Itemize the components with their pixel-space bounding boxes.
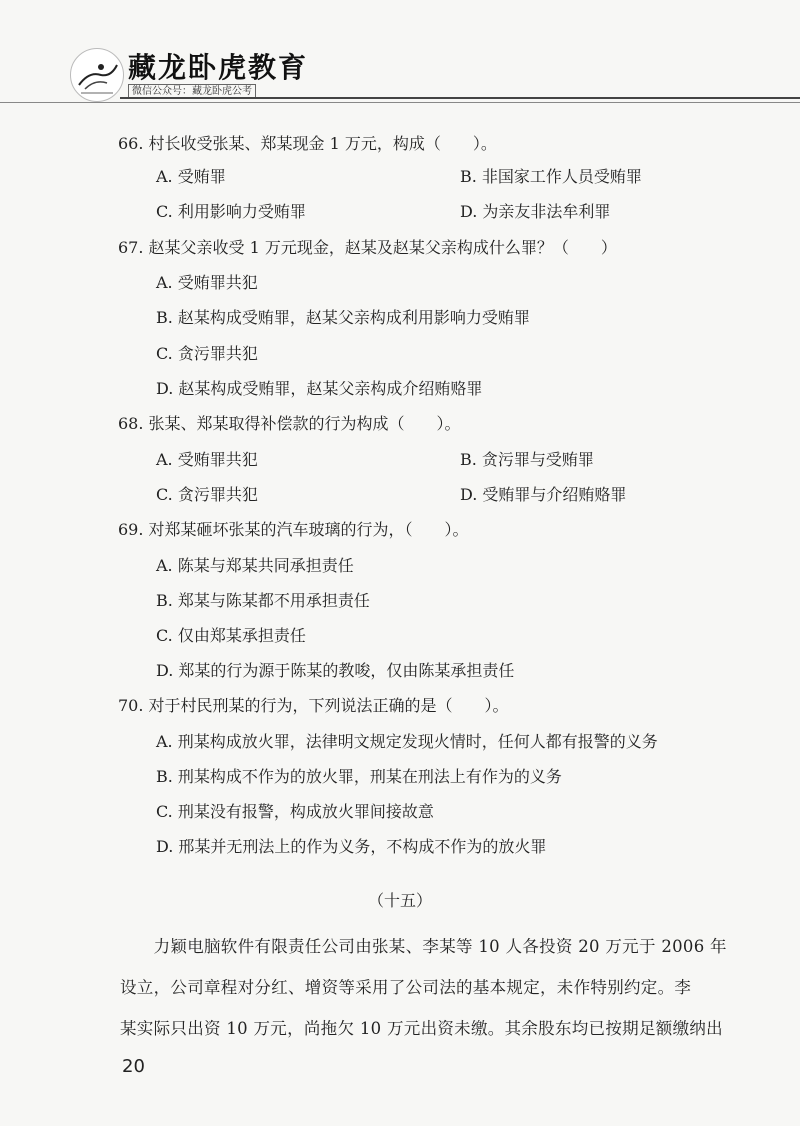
logo-icon [70, 48, 124, 102]
question-option: D. 郑某的行为源于陈某的教唆，仅由陈某承担责任 [156, 661, 515, 680]
page-header [0, 0, 800, 110]
question-option: B. 赵某构成受贿罪，赵某父亲构成利用影响力受贿罪 [156, 308, 530, 327]
question-option: B. 刑某构成不作为的放火罪，刑某在刑法上有作为的义务 [156, 767, 562, 786]
paragraph-line: 某实际只出资 10 万元，尚拖欠 10 万元出资未缴。其余股东均已按期足额缴纳出 [120, 1019, 723, 1038]
brand-subtitle: 微信公众号：藏龙卧虎公考 [128, 84, 256, 99]
question-option: A. 受贿罪共犯 [156, 273, 258, 292]
paragraph-line: 设立，公司章程对分红、增资等采用了公司法的基本规定，未作特别约定。李 [120, 978, 692, 997]
question-stem: 69. 对郑某砸坏张某的汽车玻璃的行为，（ ）。 [118, 520, 469, 539]
page-number: 20 [122, 1056, 145, 1077]
question-option: C. 贪污罪共犯 [156, 485, 258, 504]
question-stem: 66. 村长收受张某、郑某现金 1 万元，构成（ ）。 [118, 134, 497, 153]
question-stem: 68. 张某、郑某取得补偿款的行为构成（ ）。 [118, 414, 461, 433]
question-option: A. 受贿罪共犯 [156, 450, 258, 469]
question-option: D. 为亲友非法牟利罪 [460, 202, 611, 221]
question-option: A. 受贿罪 [156, 167, 226, 186]
section-title: （十五） [367, 891, 432, 910]
question-option: C. 刑某没有报警，构成放火罪间接故意 [156, 802, 434, 821]
question-option: D. 赵某构成受贿罪，赵某父亲构成介绍贿赂罪 [156, 379, 483, 398]
question-option: C. 仅由郑某承担责任 [156, 626, 306, 645]
question-option: B. 郑某与陈某都不用承担责任 [156, 591, 370, 610]
question-option: D. 受贿罪与介绍贿赂罪 [460, 485, 627, 504]
brand-title: 藏龙卧虎教育 [128, 51, 309, 84]
question-stem: 70. 对于村民刑某的行为，下列说法正确的是（ ）。 [118, 696, 509, 715]
header-rule-thin [0, 102, 800, 103]
question-option: A. 陈某与郑某共同承担责任 [156, 556, 354, 575]
question-option: B. 非国家工作人员受贿罪 [460, 167, 642, 186]
question-stem: 67. 赵某父亲收受 1 万元现金，赵某及赵某父亲构成什么罪？（ ） [118, 238, 617, 257]
question-option: B. 贪污罪与受贿罪 [460, 450, 594, 469]
question-option: A. 刑某构成放火罪，法律明文规定发现火情时，任何人都有报警的义务 [156, 732, 658, 751]
header-rule [120, 97, 800, 99]
paragraph-line: 力颖电脑软件有限责任公司由张某、李某等 10 人各投资 20 万元于 2006 年 [120, 937, 727, 956]
question-option: C. 贪污罪共犯 [156, 344, 258, 363]
question-option: C. 利用影响力受贿罪 [156, 202, 306, 221]
question-option: D. 邢某并无刑法上的作为义务，不构成不作为的放火罪 [156, 837, 547, 856]
